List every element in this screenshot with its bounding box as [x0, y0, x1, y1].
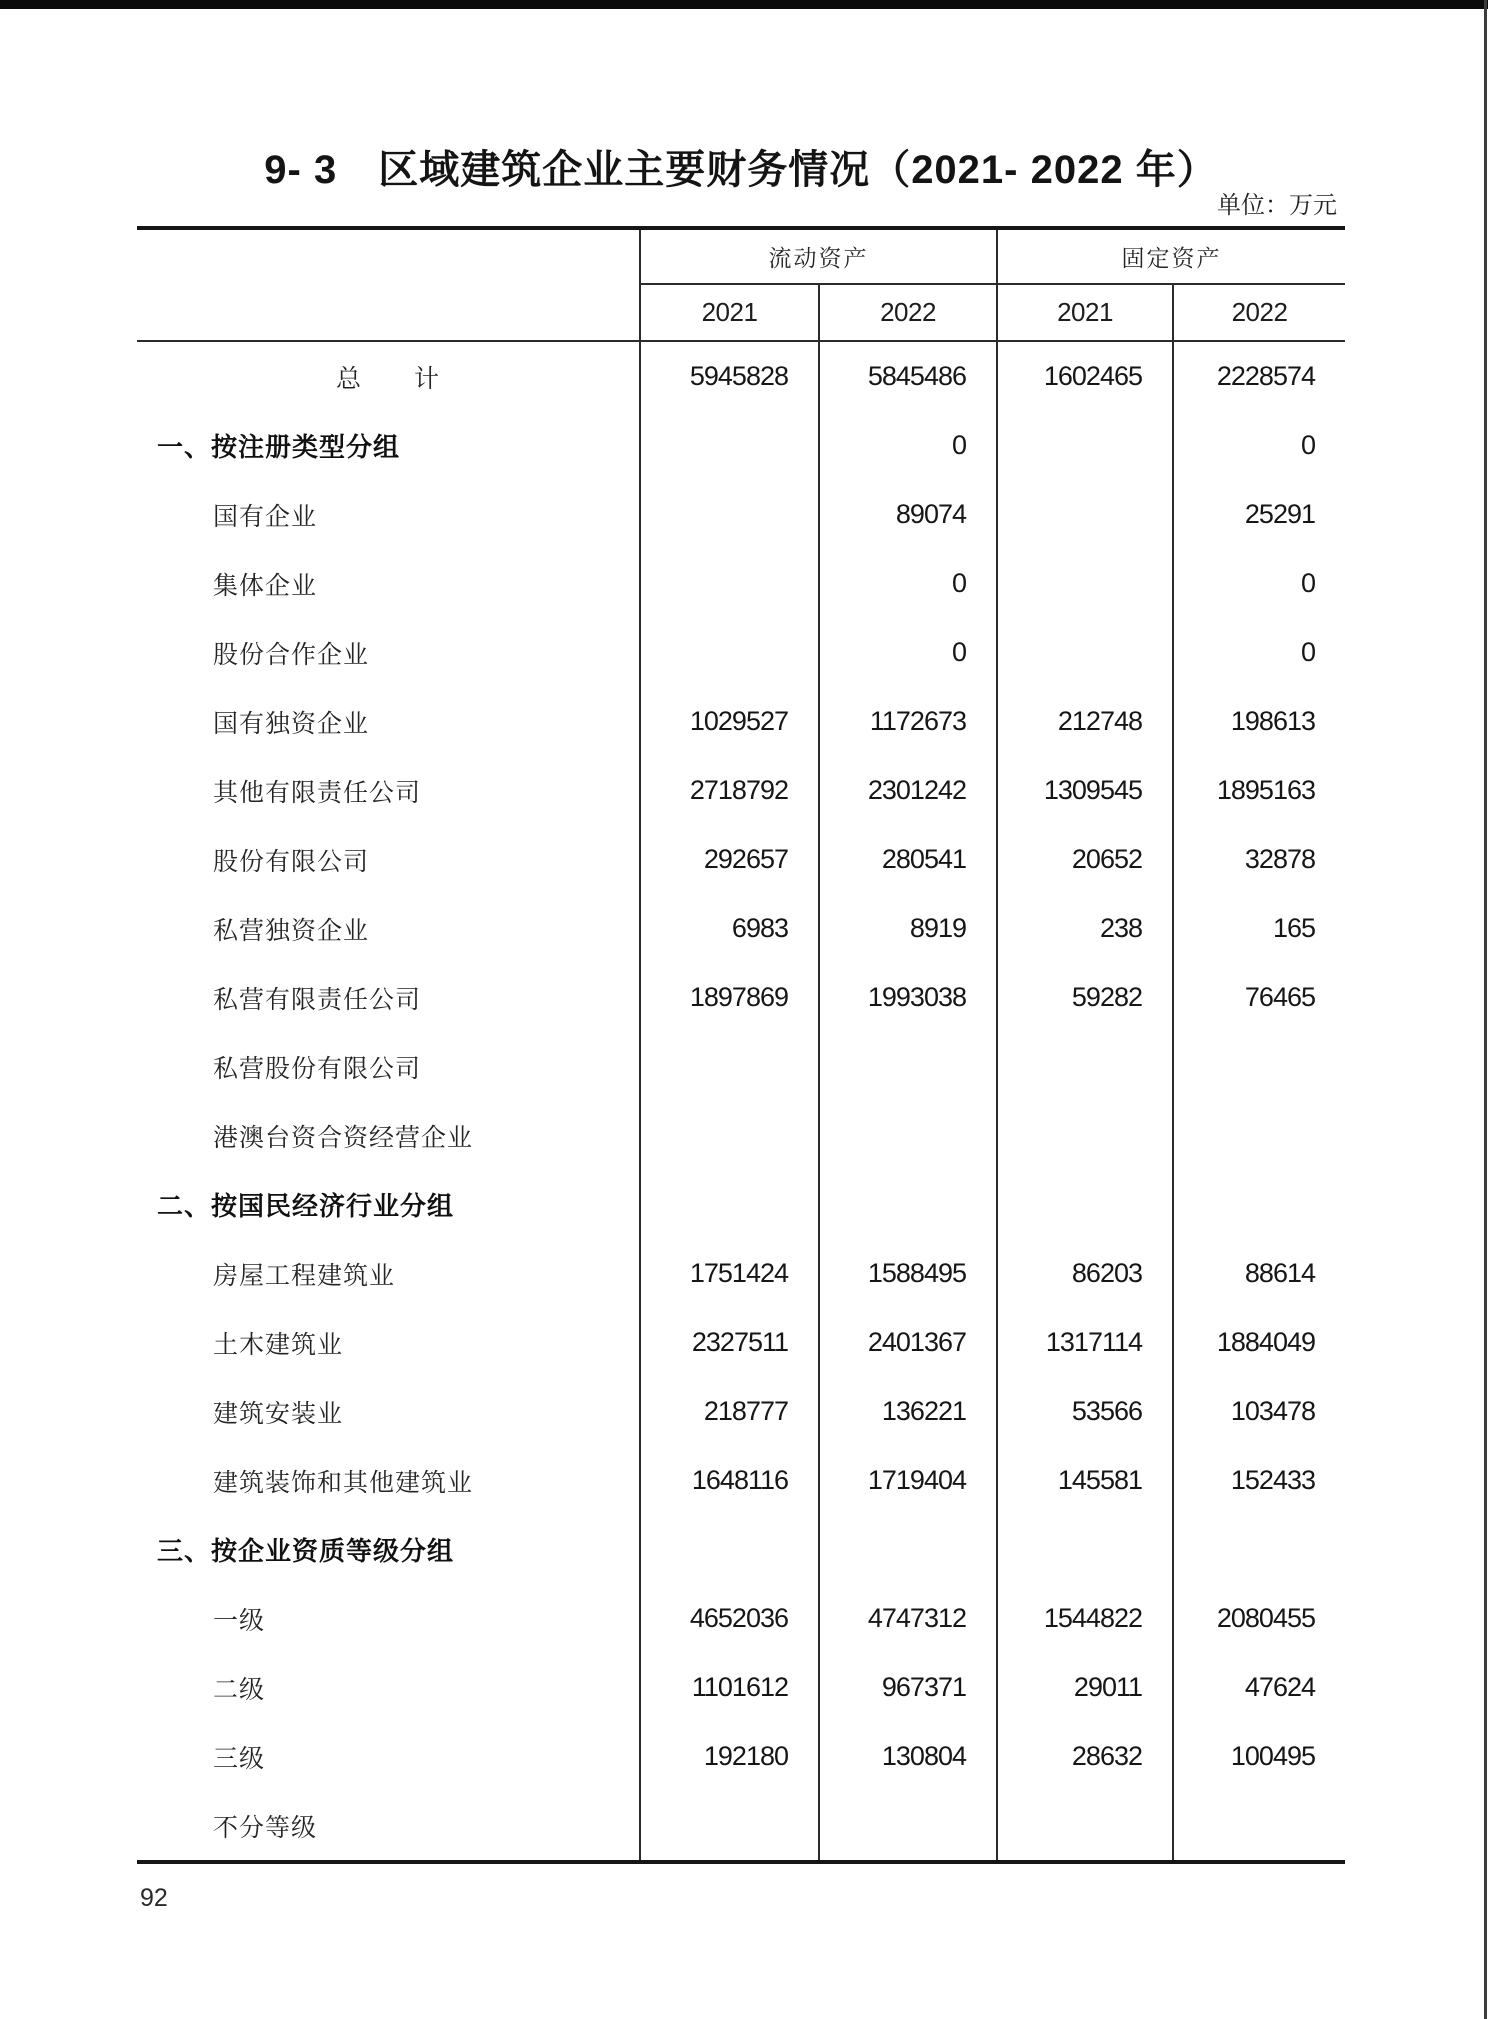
page-scan-right-border: [1484, 0, 1487, 2019]
cell-current-assets-2021: 1897869: [640, 963, 819, 1032]
cell-current-assets-2022: 136221: [819, 1377, 997, 1446]
cell-current-assets-2022: 4747312: [819, 1584, 997, 1653]
table-row: [137, 756, 1345, 825]
row-label: 建筑装饰和其他建筑业: [213, 1469, 474, 1497]
cell-fixed-assets-2022: [1173, 1170, 1345, 1239]
cell-fixed-assets-2022: 198613: [1173, 687, 1345, 756]
table-row: [137, 1722, 1345, 1791]
row-label: 私营有限责任公司: [213, 986, 422, 1014]
row-label: 房屋工程建筑业: [213, 1262, 396, 1290]
row-label: 其他有限责任公司: [213, 779, 422, 807]
stub-header-cell: [137, 228, 640, 341]
cell-fixed-assets-2021: [997, 1515, 1173, 1584]
cell-fixed-assets-2022: 0: [1173, 618, 1345, 687]
column-group-row: [137, 228, 1345, 284]
table-row: [137, 480, 1345, 549]
table-row: [137, 1170, 1345, 1239]
row-label: 建筑安装业: [213, 1400, 344, 1428]
cell-fixed-assets-2021: 1602465: [997, 341, 1173, 411]
cell-fixed-assets-2022: 2228574: [1173, 341, 1345, 411]
table-row: [137, 963, 1345, 1032]
cell-fixed-assets-2021: [997, 1791, 1173, 1862]
table-row: [137, 1308, 1345, 1377]
table-row: [137, 1377, 1345, 1446]
row-label: 股份有限公司: [213, 848, 370, 876]
table-row: [137, 1239, 1345, 1308]
column-group-fixed-assets: 固定资产: [997, 228, 1345, 284]
cell-current-assets-2022: 2401367: [819, 1308, 997, 1377]
table-body: [137, 341, 1345, 1862]
table-row: [137, 1446, 1345, 1515]
cell-fixed-assets-2021: [997, 411, 1173, 480]
year-header-current-2021: 2021: [640, 284, 819, 341]
cell-fixed-assets-2021: 28632: [997, 1722, 1173, 1791]
table-row: [137, 894, 1345, 963]
row-label: 集体企业: [213, 572, 318, 600]
row-label: 一级: [213, 1607, 266, 1635]
table-row: [137, 549, 1345, 618]
cell-fixed-assets-2022: 100495: [1173, 1722, 1345, 1791]
cell-fixed-assets-2022: 165: [1173, 894, 1345, 963]
cell-current-assets-2022: [819, 1101, 997, 1170]
cell-fixed-assets-2022: 76465: [1173, 963, 1345, 1032]
cell-current-assets-2021: 6983: [640, 894, 819, 963]
cell-fixed-assets-2022: [1173, 1515, 1345, 1584]
cell-current-assets-2021: 1101612: [640, 1653, 819, 1722]
cell-current-assets-2022: 89074: [819, 480, 997, 549]
table-header: [137, 228, 1345, 341]
cell-fixed-assets-2022: 152433: [1173, 1446, 1345, 1515]
cell-current-assets-2021: [640, 411, 819, 480]
cell-current-assets-2022: 0: [819, 411, 997, 480]
cell-fixed-assets-2022: 47624: [1173, 1653, 1345, 1722]
cell-current-assets-2022: 0: [819, 549, 997, 618]
cell-current-assets-2021: 1648116: [640, 1446, 819, 1515]
cell-current-assets-2021: 192180: [640, 1722, 819, 1791]
cell-current-assets-2021: [640, 1170, 819, 1239]
cell-current-assets-2021: 2327511: [640, 1308, 819, 1377]
cell-fixed-assets-2021: 1544822: [997, 1584, 1173, 1653]
row-label: 港澳台资合资经营企业: [213, 1124, 474, 1152]
cell-current-assets-2022: [819, 1032, 997, 1101]
cell-current-assets-2022: 0: [819, 618, 997, 687]
table-row: [137, 1032, 1345, 1101]
cell-fixed-assets-2021: [997, 1101, 1173, 1170]
cell-current-assets-2022: 5845486: [819, 341, 997, 411]
cell-fixed-assets-2021: [997, 1170, 1173, 1239]
year-header-fixed-2022: 2022: [1173, 284, 1345, 341]
table-title: 9- 3 区域建筑企业主要财务情况（2021- 2022 年）: [264, 148, 1218, 192]
cell-current-assets-2022: 280541: [819, 825, 997, 894]
unit-label: 单位：万元: [1217, 193, 1337, 219]
cell-current-assets-2021: [640, 549, 819, 618]
column-group-current-assets: 流动资产: [640, 228, 997, 284]
page-scan-top-border: [0, 0, 1488, 9]
row-label: 一、按注册类型分组: [157, 432, 401, 462]
cell-fixed-assets-2021: 59282: [997, 963, 1173, 1032]
table-row: [137, 341, 1345, 411]
cell-fixed-assets-2022: 32878: [1173, 825, 1345, 894]
cell-current-assets-2021: 1029527: [640, 687, 819, 756]
cell-current-assets-2022: [819, 1791, 997, 1862]
table-row: [137, 1515, 1345, 1584]
cell-current-assets-2021: 5945828: [640, 341, 819, 411]
cell-current-assets-2021: 292657: [640, 825, 819, 894]
cell-fixed-assets-2022: 88614: [1173, 1239, 1345, 1308]
cell-fixed-assets-2022: [1173, 1791, 1345, 1862]
year-header-fixed-2021: 2021: [997, 284, 1173, 341]
cell-current-assets-2022: 1719404: [819, 1446, 997, 1515]
year-header-current-2022: 2022: [819, 284, 997, 341]
cell-current-assets-2021: [640, 1032, 819, 1101]
cell-fixed-assets-2021: [997, 549, 1173, 618]
cell-fixed-assets-2021: 53566: [997, 1377, 1173, 1446]
cell-fixed-assets-2021: [997, 1032, 1173, 1101]
cell-current-assets-2021: 4652036: [640, 1584, 819, 1653]
cell-fixed-assets-2021: 238: [997, 894, 1173, 963]
cell-current-assets-2022: 1993038: [819, 963, 997, 1032]
cell-fixed-assets-2022: 1895163: [1173, 756, 1345, 825]
cell-current-assets-2021: [640, 1791, 819, 1862]
cell-fixed-assets-2022: 103478: [1173, 1377, 1345, 1446]
cell-fixed-assets-2022: 1884049: [1173, 1308, 1345, 1377]
cell-fixed-assets-2021: 145581: [997, 1446, 1173, 1515]
cell-fixed-assets-2021: [997, 480, 1173, 549]
cell-current-assets-2021: [640, 1515, 819, 1584]
row-label: 二级: [213, 1676, 266, 1704]
row-label: 不分等级: [213, 1814, 318, 1842]
cell-current-assets-2021: [640, 618, 819, 687]
cell-current-assets-2022: [819, 1515, 997, 1584]
table-row: [137, 825, 1345, 894]
cell-current-assets-2022: 1172673: [819, 687, 997, 756]
cell-fixed-assets-2021: 86203: [997, 1239, 1173, 1308]
row-label: 私营独资企业: [213, 917, 370, 945]
cell-fixed-assets-2022: 0: [1173, 549, 1345, 618]
cell-fixed-assets-2022: 2080455: [1173, 1584, 1345, 1653]
row-label: 私营股份有限公司: [213, 1055, 422, 1083]
cell-fixed-assets-2022: 0: [1173, 411, 1345, 480]
table-row: [137, 1791, 1345, 1862]
cell-fixed-assets-2022: 25291: [1173, 480, 1345, 549]
cell-current-assets-2022: [819, 1170, 997, 1239]
table-row: [137, 1584, 1345, 1653]
cell-current-assets-2021: 2718792: [640, 756, 819, 825]
cell-current-assets-2021: [640, 480, 819, 549]
cell-fixed-assets-2021: 1309545: [997, 756, 1173, 825]
cell-current-assets-2022: 8919: [819, 894, 997, 963]
page-number: 92: [140, 1884, 168, 1912]
cell-current-assets-2022: 967371: [819, 1653, 997, 1722]
cell-fixed-assets-2022: [1173, 1032, 1345, 1101]
row-label: 三级: [213, 1745, 266, 1773]
cell-current-assets-2021: 218777: [640, 1377, 819, 1446]
cell-current-assets-2022: 130804: [819, 1722, 997, 1791]
table-row: [137, 1101, 1345, 1170]
row-label: 三、按企业资质等级分组: [157, 1536, 455, 1566]
table-row: [137, 618, 1345, 687]
cell-current-assets-2021: 1751424: [640, 1239, 819, 1308]
cell-fixed-assets-2021: 1317114: [997, 1308, 1173, 1377]
row-label: 二、按国民经济行业分组: [157, 1191, 455, 1221]
table-row: [137, 1653, 1345, 1722]
cell-current-assets-2022: 2301242: [819, 756, 997, 825]
cell-fixed-assets-2022: [1173, 1101, 1345, 1170]
cell-current-assets-2022: 1588495: [819, 1239, 997, 1308]
cell-current-assets-2021: [640, 1101, 819, 1170]
cell-fixed-assets-2021: 212748: [997, 687, 1173, 756]
cell-fixed-assets-2021: [997, 618, 1173, 687]
row-label: 股份合作企业: [213, 641, 370, 669]
row-label: 国有企业: [213, 503, 318, 531]
cell-fixed-assets-2021: 20652: [997, 825, 1173, 894]
row-label: 总 计: [335, 365, 440, 393]
table-row: [137, 411, 1345, 480]
row-label: 国有独资企业: [213, 710, 370, 738]
table-row: [137, 687, 1345, 756]
financial-table: [137, 226, 1345, 1864]
row-label: 土木建筑业: [213, 1331, 344, 1359]
cell-fixed-assets-2021: 29011: [997, 1653, 1173, 1722]
